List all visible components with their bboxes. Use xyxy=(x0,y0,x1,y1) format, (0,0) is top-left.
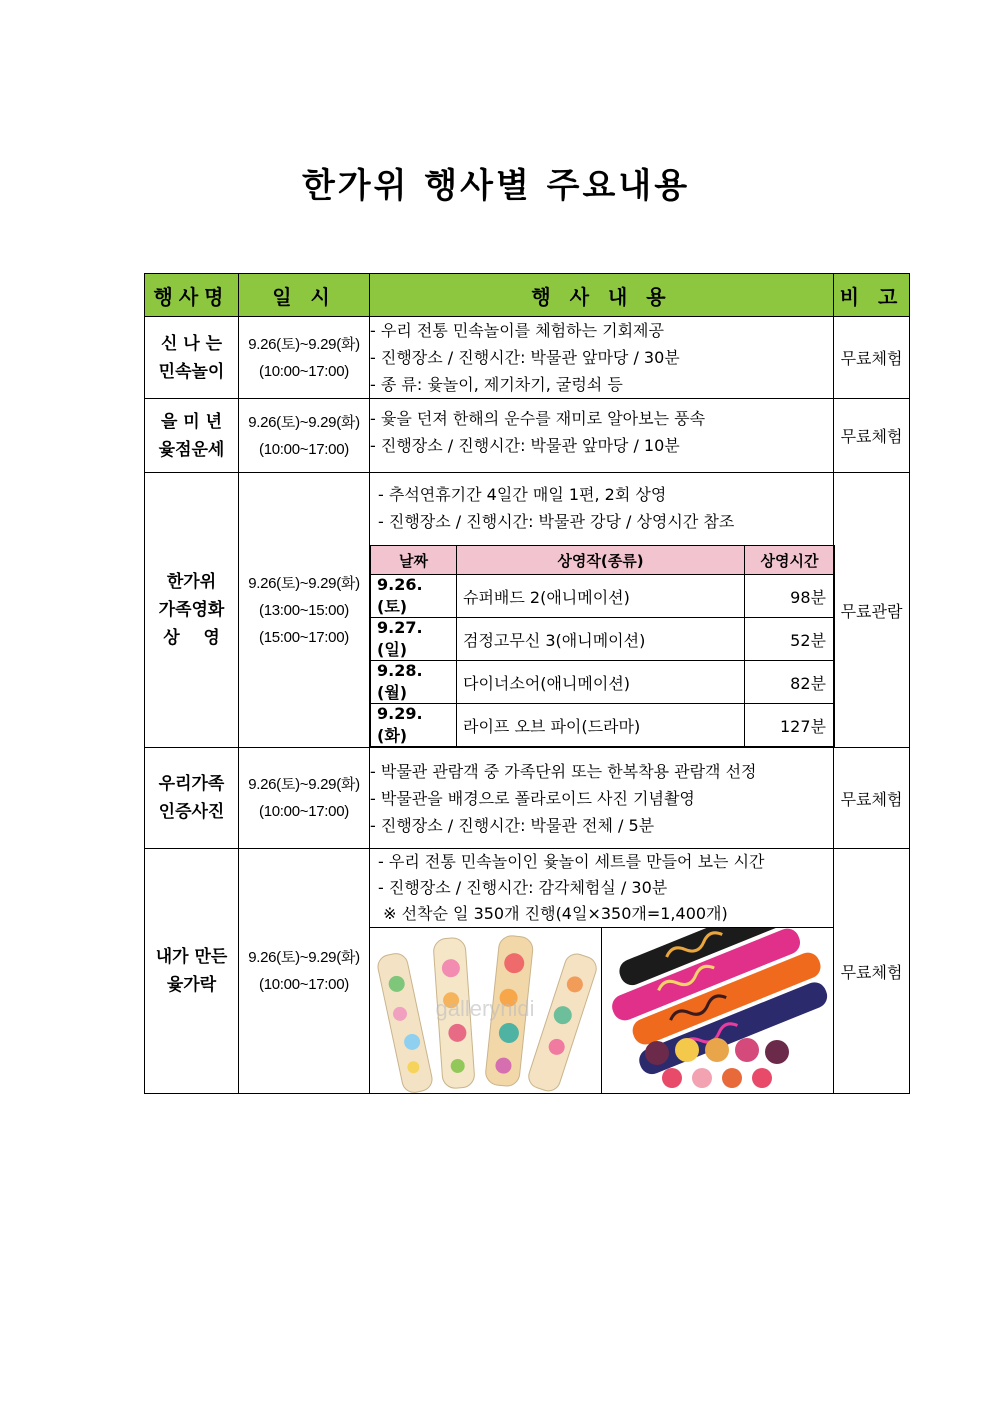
table-row xyxy=(145,473,910,748)
event-name: 한가위 가족영화 상 영 xyxy=(145,473,239,748)
film-date: 9.27.(일) xyxy=(371,618,457,661)
film-schedule-table xyxy=(370,545,835,747)
event-date: 9.26(토)~9.29(화) (10:00~17:00) xyxy=(239,317,370,399)
event-name: 을 미 년 윷점운세 xyxy=(145,399,239,473)
table-row xyxy=(145,849,910,1094)
film-row xyxy=(371,661,835,704)
event-name: 우리가족 인증사진 xyxy=(145,748,239,849)
header-name: 행사명 xyxy=(145,274,239,317)
yut-sticks-photo-1 xyxy=(370,928,601,1093)
film-title: 슈퍼배드 2(애니메이션) xyxy=(457,575,745,618)
film-row xyxy=(371,618,835,661)
film-row xyxy=(371,704,835,747)
table-row xyxy=(145,748,910,849)
event-date: 9.26(토)~9.29(화) (10:00~17:00) xyxy=(239,399,370,473)
event-note: 무료체험 xyxy=(834,399,910,473)
film-length: 52분 xyxy=(745,618,835,661)
film-date: 9.29.(화) xyxy=(371,704,457,747)
film-length: 98분 xyxy=(745,575,835,618)
film-row xyxy=(371,575,835,618)
event-description: - 우리 전통 민속놀이를 체험하는 기회제공 - 진행장소 / 진행시간: 박물관 앞마당 / 30분 - 종 류: 윷놀이, 제기차기, 굴렁쇠 등 xyxy=(370,317,834,399)
event-date: 9.26(토)~9.29(화) (13:00~15:00) (15:00~17:00) xyxy=(239,473,370,748)
film-header-length: 상영시간 xyxy=(745,546,835,575)
film-header-title: 상영작(종류) xyxy=(457,546,745,575)
film-header-row xyxy=(371,546,835,575)
colorful-yut-set-image xyxy=(602,928,833,1093)
event-description: - 추석연휴기간 4일간 매일 1편, 2회 상영 - 진행장소 / 진행시간: 박물관 강당 / 상영시간 참조 날짜 상영작(종류) 상영시간 9.26.(토) 슈퍼배드 2(애니메이션) 98분 9.27.(일) 검정고무신 3(애니메이션) 52분 9.28.(월) 다이너소어(애니메이션) 82분 9.29.(화) 라이프 오브 파이(드라마) 127분 xyxy=(370,473,834,748)
table-row xyxy=(145,399,910,473)
page-title: 한가위 행사별 주요내용 xyxy=(301,166,691,206)
event-name: 신 나 는 민속놀이 xyxy=(145,317,239,399)
photo-row xyxy=(370,927,833,1093)
film-date: 9.26.(토) xyxy=(371,575,457,618)
table-header-row xyxy=(145,274,910,317)
watermark-text: gallerynidi xyxy=(435,996,535,1021)
table-row xyxy=(145,317,910,399)
event-description: - 우리 전통 민속놀이인 윷놀이 세트를 만들어 보는 시간 - 진행장소 / 진행시간: 감각체험실 / 30분 ※ 선착순 일 350개 진행(4일×350개=1,400개) gallerynidi xyxy=(370,849,834,1094)
header-note: 비 고 xyxy=(834,274,910,317)
film-title: 라이프 오브 파이(드라마) xyxy=(457,704,745,747)
events-table xyxy=(144,273,910,1094)
film-length: 127분 xyxy=(745,704,835,747)
film-length: 82분 xyxy=(745,661,835,704)
yut-sticks-photo-2 xyxy=(601,928,833,1093)
header-content: 행 사 내 용 xyxy=(370,274,834,317)
event-description: - 박물관 관람객 중 가족단위 또는 한복착용 관람객 선정 - 박물관을 배경으로 폴라로이드 사진 기념촬영 - 진행장소 / 진행시간: 박물관 전체 / 5분 xyxy=(370,748,834,849)
event-date: 9.26(토)~9.29(화) (10:00~17:00) xyxy=(239,748,370,849)
film-date: 9.28.(월) xyxy=(371,661,457,704)
event-note: 무료관람 xyxy=(834,473,910,748)
event-note: 무료체험 xyxy=(834,317,910,399)
film-header-date: 날짜 xyxy=(371,546,457,575)
painted-yut-sticks-image xyxy=(370,928,601,1093)
event-date: 9.26(토)~9.29(화) (10:00~17:00) xyxy=(239,849,370,1094)
event-note: 무료체험 xyxy=(834,748,910,849)
header-date: 일 시 xyxy=(239,274,370,317)
event-name: 내가 만든 윷가락 xyxy=(145,849,239,1094)
event-note: 무료체험 xyxy=(834,849,910,1094)
event-description: - 윷을 던져 한해의 운수를 재미로 알아보는 풍속 - 진행장소 / 진행시간: 박물관 앞마당 / 10분 xyxy=(370,399,834,473)
film-title: 검정고무신 3(애니메이션) xyxy=(457,618,745,661)
film-title: 다이너소어(애니메이션) xyxy=(457,661,745,704)
